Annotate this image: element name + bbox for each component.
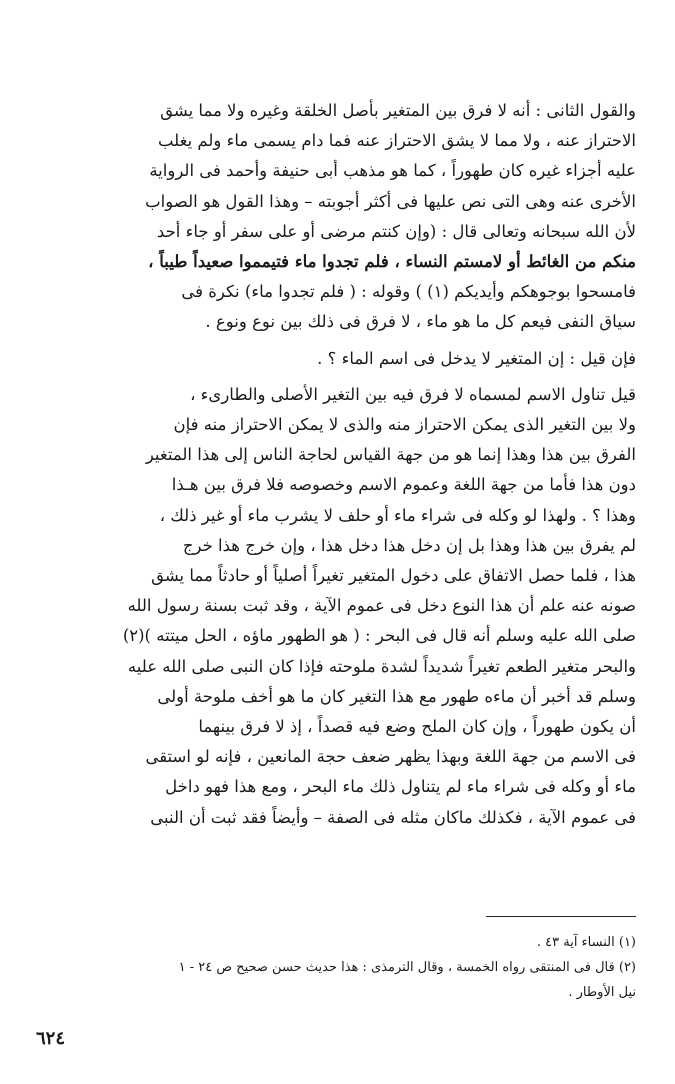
text-line: فإن قيل : إن المتغير لا يدخل فى اسم الماء ؟ . [317,348,636,368]
text-line: سياق النفى فيعم كل ما هو ماء ، لا فرق فى ذلك بين نوع ونوع . [205,312,636,332]
text-line: دون هذا فأما من جهة اللغة وعموم الاسم وخصوصه فلا فرق بين هـذا [171,475,636,495]
main-text [36,96,636,833]
text-line: ماء أو وكله فى شراء ماء لم يتناول ذلك ماء البحر ، ومع هذا فهو داخل [165,777,636,797]
footnote-1: (١) النساء آية ٤٣ . [536,935,636,950]
text-line: الاحتراز عنه ، ولا مما لا يشق الاحتراز عنه فما دام يسمى ماء ولم يغلب [157,131,636,151]
footnotes [36,930,636,1005]
page-number: ٦٢٤ [36,1028,66,1049]
text-line: صلى الله عليه وسلم أنه قال فى البحر : ( هو الطهور ماؤه ، الحل ميتته )(٢) [122,626,636,646]
text-line: قيل تناول الاسم لمسماه لا فرق فيه بين التغير الأصلى والطارىء ، [190,384,636,404]
text-line: لم يفرق بين هذا وهذا بل إن دخل هذا دخل هذا ، وإن خرج هذا خرج [182,535,636,555]
text-line: هذا ، فلما حصل الاتفاق على دخول المتغير تغيراً أصلياً أو حادثاً مما يشق [151,566,636,586]
text-line: صونه عنه علم أن هذا النوع دخل فى عموم الآية ، وقد ثبت بسنة رسول الله [127,596,636,616]
text-line: فى الاسم من جهة اللغة وبهذا يظهر ضعف حجة المانعين ، فإنه لو استقى [145,747,636,767]
footnote-2-continued: نيل الأوطار . [568,985,636,1000]
text-line: أن يكون طهوراً ، وإن كان الملح وضع فيه قصداً ، إذ لا فرق بينهما [198,717,636,737]
text-line: وهذا ؟ . ولهذا لو وكله فى شراء ماء أو حلف لا يشرب ماء أو غير ذلك ، [159,505,636,525]
text-line: والبحر متغير الطعم تغيراً شديداً لشدة ملوحته فإذا كان النبى صلى الله عليه [127,656,636,676]
text-line: لأن الله سبحانه وتعالى قال : (وإن كنتم مرضى أو على سفر أو جاء أحد [156,221,636,241]
footnote-2: (٢) قال فى المنتقى رواه الخمسة ، وقال الترمذى : هذا حديث حسن صحيح ص ٢٤ - ١ [178,960,636,975]
quran-verse-line: منكم من الغائط أو لامستم النساء ، فلم تجدوا ماء فتيمموا صعيداً طيباً ، [148,252,636,272]
text-line: الفرق بين هذا وهذا إنما هو من جهة القياس لحاجة الناس إلى هذا المتغير [145,445,636,465]
footnote-rule-line [486,916,636,917]
text-line: والقول الثانى : أنه لا فرق بين المتغير بأصل الخلقة وغيره ولا مما يشق [160,101,636,120]
text-line: الأخرى عنه وهى التى نص عليها فى أكثر أجوبته – وهذا القول هو الصواب [145,191,636,211]
text-line: ولا بين التغير الذى يمكن الاحتراز منه والذى لا يمكن الاحتراز منه فإن [173,415,636,435]
text-line: فامسحوا بوجوهكم وأيديكم (١) ) وقوله : ( فلم تجدوا ماء) نكرة فى [181,282,636,302]
text-line: عليه أجزاء غيره كان طهوراً ، كما هو مذهب أبى حنيفة وأحمد فى الرواية [149,161,636,181]
text-line: وسلم قد أخبر أن ماءه طهور مع هذا التغير كان ما هو أخف ملوحة أولى [157,686,636,706]
text-line: فى عموم الآية ، فكذلك ماكان مثله فى الصفة – وأيضاً فقد ثبت أن النبى [150,807,636,827]
